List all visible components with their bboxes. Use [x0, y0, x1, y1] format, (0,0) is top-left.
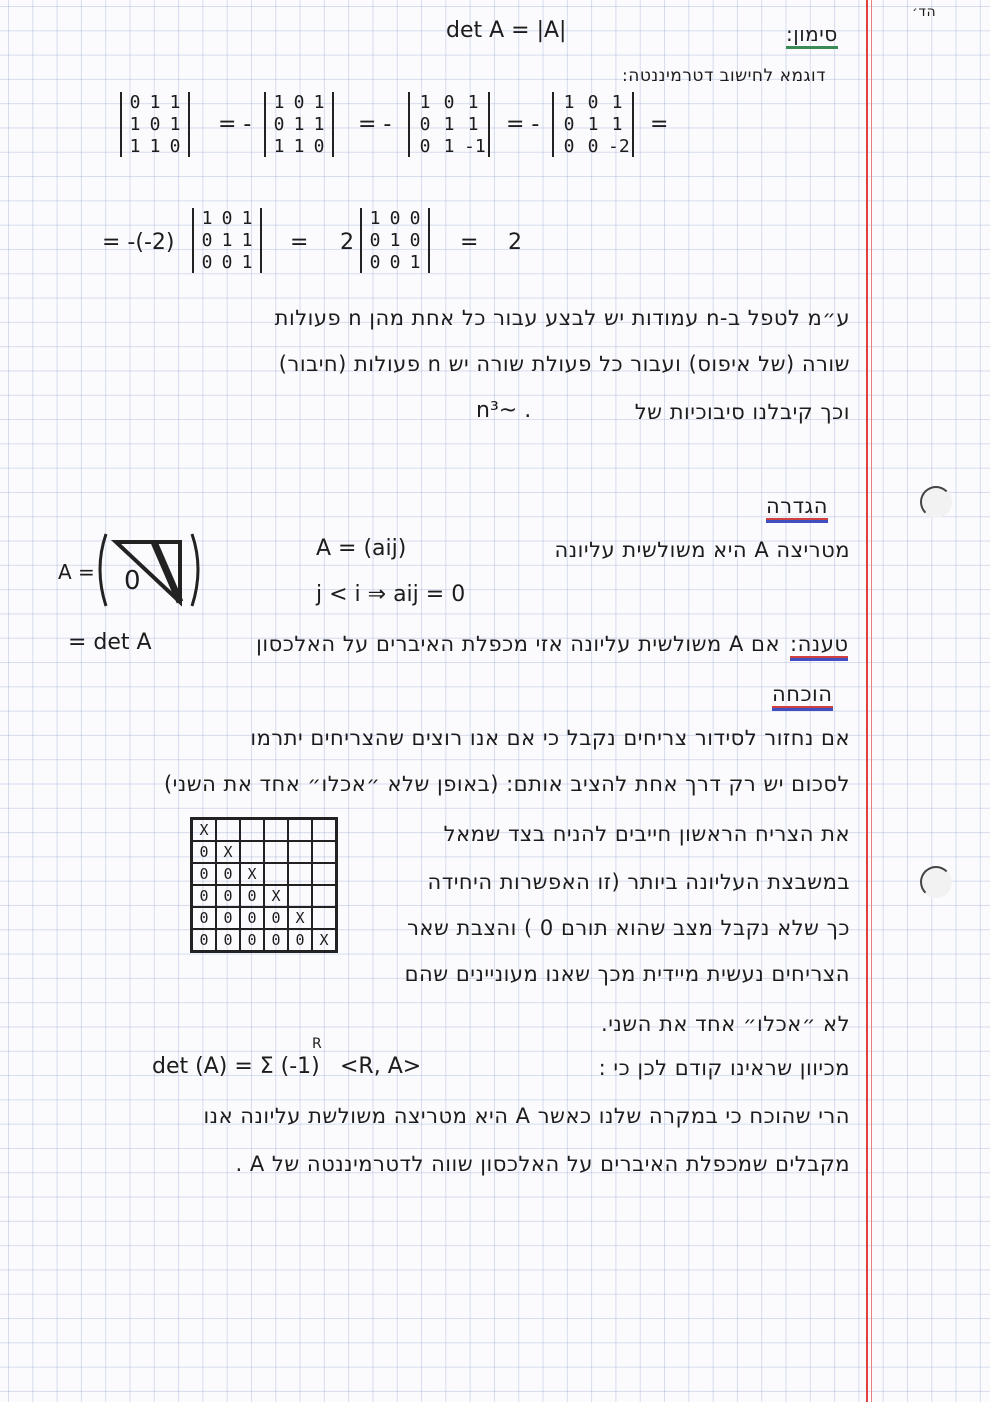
matrix-entry: 1	[149, 136, 161, 157]
matrix-entry: 1	[241, 208, 253, 229]
matrix-entry: 1	[129, 136, 141, 157]
grid-cell	[240, 819, 264, 841]
matrix-entry: 0	[409, 230, 421, 251]
matrix-entry: 0	[587, 92, 599, 113]
sketch-label: A =	[58, 560, 95, 584]
example-label: דוגמא לחישוב דטרמיננטה:	[622, 66, 826, 86]
sum-exponent: R	[312, 1036, 322, 1052]
matrix-entry: 0	[169, 136, 181, 157]
matrix-entry: 1	[369, 208, 381, 229]
grid-cell: 0	[240, 907, 264, 929]
result-value: 2	[508, 230, 522, 255]
op-eq-neg-2: = -	[358, 112, 392, 137]
grid-cell	[264, 819, 288, 841]
matrix-entry: 1	[273, 92, 285, 113]
matrix-entry: 1	[611, 114, 623, 135]
grid-cell	[264, 841, 288, 863]
matrix-entry: 1	[563, 92, 575, 113]
grid-cell: 0	[216, 863, 240, 885]
matrix-entry: -1	[464, 136, 486, 157]
matrix-entry: 1	[467, 92, 479, 113]
matrix-entry: 1	[129, 114, 141, 135]
conclusion-line-1: הרי שהוכח כי במקרה שלנו כאשר A היא מטריצה משולשת עליונה אנו	[203, 1104, 850, 1128]
grid-cell: 0	[192, 885, 216, 907]
op-eq-3: =	[460, 230, 479, 255]
grid-cell	[312, 885, 336, 907]
matrix-entry: 1	[313, 92, 325, 113]
proof-line-4: במשבצת העליונה ביותר (זו האפשרות היחידה	[427, 870, 850, 894]
grid-cell	[312, 907, 336, 929]
grid-cell: 0	[192, 907, 216, 929]
op-eq-1: =	[650, 112, 669, 137]
grid-cell: 0	[288, 929, 312, 951]
grid-cell: X	[264, 885, 288, 907]
matrix-entry: 1	[443, 114, 455, 135]
matrix-entry: 1	[149, 92, 161, 113]
margin-line-secondary	[871, 0, 872, 1402]
grid-cell	[312, 863, 336, 885]
proof-title: הוכחה	[772, 682, 833, 706]
claim-title: טענה:	[790, 632, 849, 656]
upper-triangular-sketch	[94, 528, 204, 610]
matrix-5	[192, 208, 262, 273]
matrix-entry: 1	[273, 136, 285, 157]
matrix-entry: 1	[241, 230, 253, 251]
remark-line-1: ע״מ לטפל ב-n עמודות יש לבצע עבור כל אחת מהן n פעולות	[274, 306, 850, 330]
rook-placement-grid	[190, 817, 338, 953]
matrix-entry: 1	[293, 136, 305, 157]
grid-cell	[288, 885, 312, 907]
grid-cell	[288, 841, 312, 863]
matrix-entry: -2	[608, 136, 630, 157]
matrix-entry: 1	[389, 230, 401, 251]
definition-formula-2: j < i ⇒ aij = 0	[316, 582, 466, 607]
matrix-entry: 1	[419, 92, 431, 113]
matrix-entry: 0	[419, 114, 431, 135]
matrix-entry: 0	[273, 114, 285, 135]
matrix-entry: 1	[409, 252, 421, 273]
grid-cell: 0	[240, 929, 264, 951]
grid-cell	[264, 863, 288, 885]
claim-formula: = det A	[68, 630, 152, 655]
grid-cell	[240, 841, 264, 863]
matrix-entry: 1	[241, 252, 253, 273]
matrix-entry: 0	[221, 252, 233, 273]
proof-line-2: לסכום יש רק דרך אחת להציב אותם: (באופן שלא ״אכלו״ אחד את השני)	[163, 772, 850, 796]
proof-line-1: אם נחזור לסידור צריחים נקבל כי אם אנו רוצים שהצריחים יתרמו	[250, 726, 850, 750]
grid-cell	[288, 863, 312, 885]
matrix-entry: 0	[389, 208, 401, 229]
grid-cell: 0	[216, 929, 240, 951]
remark-line-3: וכך קיבלנו סיבוכיות של	[634, 400, 850, 424]
matrix-4	[552, 92, 634, 157]
matrix-entry: 1	[169, 92, 181, 113]
grid-cell: 0	[216, 907, 240, 929]
notation-label: סימון:	[786, 22, 838, 49]
binder-hole-bottom	[920, 866, 952, 898]
sketch-zero: 0	[124, 566, 141, 596]
proof-since-text: מכיוון שראינו קודם לכן כי :	[598, 1056, 850, 1080]
coef-2: 2	[340, 230, 354, 255]
matrix-entry: 0	[563, 136, 575, 157]
matrix-entry: 1	[293, 114, 305, 135]
matrix-entry: 0	[389, 252, 401, 273]
matrix-entry: 0	[221, 208, 233, 229]
definition-text: מטריצה A היא משולשית עליונה	[554, 538, 850, 562]
op-eq-neg-1: = -	[218, 112, 252, 137]
grid-cell: 0	[192, 929, 216, 951]
matrix-entry: 0	[369, 252, 381, 273]
matrix-entry: 1	[313, 114, 325, 135]
grid-cell: 0	[192, 863, 216, 885]
grid-cell: X	[192, 819, 216, 841]
op-neg-neg2: = -(-2)	[102, 230, 175, 255]
matrix-2	[264, 92, 334, 157]
page-mark: הד׳	[912, 4, 937, 20]
definition-formula-1: A = (aij)	[316, 536, 407, 561]
matrix-entry: 1	[443, 136, 455, 157]
matrix-entry: 0	[587, 136, 599, 157]
matrix-entry: 0	[201, 252, 213, 273]
grid-cell: 0	[240, 885, 264, 907]
proof-line-3: את הצריח הראשון חייבים להניח בצד שמאל	[443, 822, 850, 846]
op-eq-neg-3: = -	[506, 112, 540, 137]
matrix-entry: 1	[201, 208, 213, 229]
matrix-1	[120, 92, 190, 157]
grid-cell: X	[240, 863, 264, 885]
grid-cell: X	[288, 907, 312, 929]
matrix-entry: 0	[149, 114, 161, 135]
binder-hole-top	[920, 486, 952, 518]
margin-line	[866, 0, 868, 1402]
matrix-entry: 0	[201, 230, 213, 251]
notation-formula: det A = |A|	[446, 18, 567, 43]
definition-title: הגדרה	[766, 494, 828, 518]
matrix-entry: 1	[587, 114, 599, 135]
sum-tail: <R, A>	[340, 1054, 422, 1079]
claim-text: אם A משולשית עליונה אזי מכפלת האיברים על האלכסון	[256, 632, 780, 656]
proof-line-6: הצריחים נעשית מיידית מכך שאנו מעוניינים שהם	[404, 962, 850, 986]
matrix-entry: 1	[169, 114, 181, 135]
remark-complexity: n³~ .	[476, 398, 532, 423]
matrix-3	[408, 92, 490, 157]
matrix-entry: 1	[611, 92, 623, 113]
matrix-entry: 0	[443, 92, 455, 113]
matrix-entry: 1	[467, 114, 479, 135]
grid-cell: 0	[216, 885, 240, 907]
matrix-entry: 0	[293, 92, 305, 113]
grid-cell: X	[216, 841, 240, 863]
grid-cell	[288, 819, 312, 841]
op-eq-2: =	[290, 230, 309, 255]
sum-formula: det (A) = Σ (-1)	[152, 1054, 320, 1079]
conclusion-line-2: מקבלים שמכפלת האיברים על האלכסון שווה לדטרמיננטה של A .	[235, 1152, 850, 1176]
grid-cell	[216, 819, 240, 841]
grid-cell: 0	[264, 929, 288, 951]
matrix-entry: 0	[369, 230, 381, 251]
proof-line-5: כך שלא נקבל מצב שהוא תורם 0 ) והצבת שאר	[407, 916, 850, 940]
grid-cell: X	[312, 929, 336, 951]
matrix-6	[360, 208, 430, 273]
grid-cell	[312, 819, 336, 841]
grid-cell: 0	[192, 841, 216, 863]
grid-cell	[312, 841, 336, 863]
matrix-entry: 0	[313, 136, 325, 157]
proof-line-7: לא ״אכלו״ אחד את השני.	[601, 1012, 850, 1036]
matrix-entry: 0	[419, 136, 431, 157]
matrix-entry: 0	[129, 92, 141, 113]
grid-cell: 0	[264, 907, 288, 929]
remark-line-2: שורה (של איפוס) ועבור כל פעולת שורה יש n פעולות (חיבור)	[278, 352, 850, 376]
matrix-entry: 0	[409, 208, 421, 229]
matrix-entry: 1	[221, 230, 233, 251]
matrix-entry: 0	[563, 114, 575, 135]
